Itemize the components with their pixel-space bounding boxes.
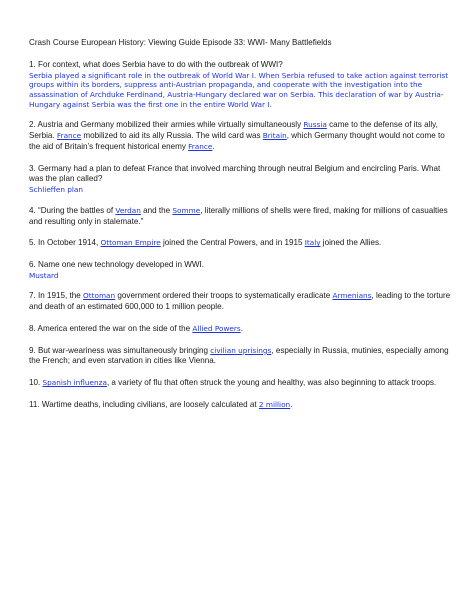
question-4-text: , literally millions of shells were fired, making for millions of casualties and resulting only in stalemate.” [29, 205, 448, 226]
question-9-answer-civilian-uprisings: civilian uprisings [210, 345, 272, 355]
document-title: Crash Course European History: Viewing Guide Episode 33: WWI- Many Battlefields [29, 38, 332, 47]
question-4-answer-somme: Somme [172, 205, 201, 215]
question-2-text: 2. Austria and Germany mobilized their armies while virtually simultaneously [29, 120, 304, 130]
question-5-text: joined the Central Powers, and in 1915 [160, 238, 305, 248]
question-4-text: 4. “During the battles of [29, 205, 116, 215]
question-9 [29, 346, 454, 368]
question-9-text: 9. But war-weariness was simultaneously bringing [29, 345, 211, 355]
question-7-text: government ordered their troops to systematically eradicate [115, 291, 333, 301]
question-6-prompt: 6. Name one new technology developed in WWI. [29, 260, 205, 270]
question-2-text: , which Germany thought would not come to the aid of Britain’s frequent historical enemy [29, 131, 445, 151]
question-3-prompt: 3. Germany had a plan to defeat France that involved marching through neutral Belgium and encircling Paris. What was the plan called? [29, 163, 441, 184]
question-5-answer-ottoman-empire: Ottoman Empire [100, 238, 161, 248]
question-2-text: mobilized to aid its ally Russia. The wild card was [81, 131, 263, 141]
question-4 [29, 206, 454, 228]
question-7 [29, 291, 454, 313]
question-6-answer: Mustard [29, 270, 59, 280]
question-11 [29, 400, 454, 411]
question-8-text: . [240, 323, 243, 333]
question-9-text: , especially in Russia, mutinies, especially among the French; and even starvation in cities like Vienna. [29, 345, 449, 366]
question-4-text: and the [140, 205, 173, 215]
question-1-prompt: 1. For context, what does Serbia have to do with the outbreak of WWI? [29, 59, 283, 69]
question-7-text: 7. In 1915, the [29, 291, 84, 301]
question-1 [29, 60, 454, 110]
question-2-answer-russia: Russia [303, 120, 327, 130]
question-11-text: 11. Wartime deaths, including civilians, are loosely calculated at [29, 399, 259, 409]
question-10-text: 10. [29, 378, 43, 388]
question-2-answer-france: France [56, 131, 82, 141]
question-8-text: 8. America entered the war on the side of the [29, 323, 193, 333]
question-6 [29, 260, 454, 280]
question-2-text: came to the defense of its ally, Serbia. [29, 120, 438, 141]
question-2-text: . [212, 141, 215, 151]
question-1-answer: Serbia played a significant role in the outbreak of World War I. When Serbia refused to take action against terrorist groups within its borders, suppress anti-Austrian propaganda, and cooperate with the investigation into the assassination of Archduke Ferdinand, Austria-Hungary declared war on Serbia. This declaration of war by Austria-Hungary against Serbia was the first one in the entire World War I. [29, 70, 449, 109]
question-10-answer-spanish-influenza: Spanish influenza [42, 378, 107, 388]
question-3-answer: Schlieffen plan [29, 185, 84, 195]
question-5-text: joined the Allies. [320, 238, 382, 248]
question-3 [29, 164, 454, 195]
question-7-answer-armenians: Armenians [332, 291, 372, 301]
question-10-text: , a variety of flu that often struck the young and healthy, was also beginning to attack troops. [106, 378, 437, 388]
question-5-answer-italy: Italy [304, 238, 321, 248]
question-2-answer-britain: Britain [262, 131, 287, 141]
question-2-answer-enemy: France [188, 141, 213, 151]
question-5-text: 5. In October 1914, [29, 238, 101, 248]
question-2 [29, 120, 454, 152]
question-4-answer-verdun: Verdan [115, 205, 141, 215]
question-7-text: , leading to the torture and death of an estimated 600,000 to 1 million people. [29, 291, 451, 312]
question-7-answer-ottoman: Ottoman [83, 291, 116, 301]
question-8-answer-allied-powers: Allied Powers [192, 323, 241, 333]
question-10 [29, 378, 454, 389]
question-11-text: . [290, 399, 293, 409]
question-11-answer-2-million: 2 million [258, 399, 291, 409]
question-8 [29, 324, 454, 335]
question-5 [29, 238, 454, 249]
